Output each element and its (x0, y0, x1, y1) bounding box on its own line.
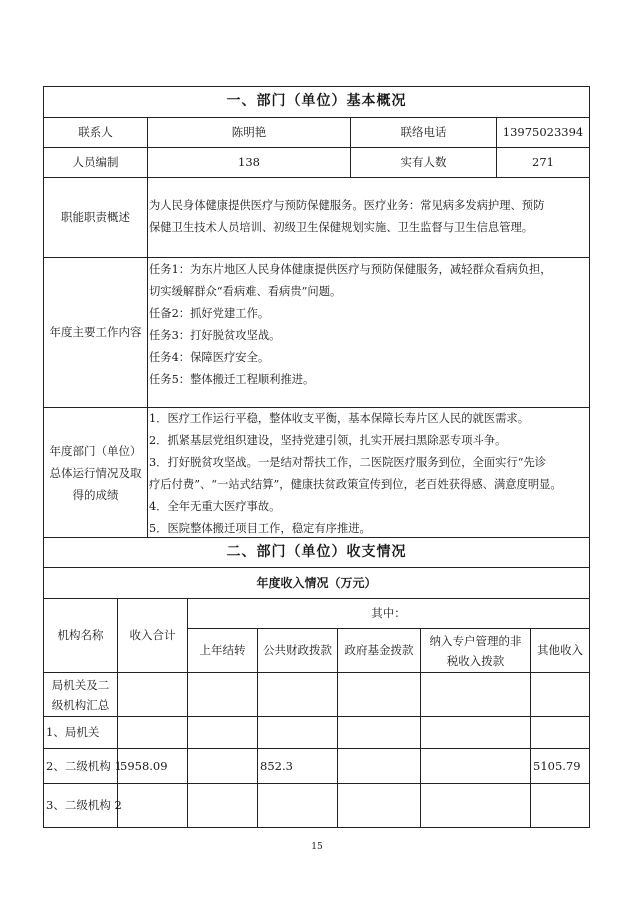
section1-title: 一、部门（单位）基本概况 (226, 93, 407, 110)
table-row-name: 1、局机关 (46, 725, 100, 740)
results-label-line: 年度部门（单位） (49, 443, 142, 458)
task-line: 任务5：整体搬迁工程顺利推进。 (149, 373, 315, 386)
duties-line: 保健卫生技术人员培训、初级卫生保健规划实施、卫生监督与卫生信息管理。 (149, 221, 534, 234)
rule (43, 716, 590, 717)
rule (43, 672, 590, 673)
phone-value: 13975023394 (502, 125, 584, 140)
col-other-header: 其他收入 (537, 643, 583, 658)
col-fund-header: 政府基金拨款 (344, 643, 414, 658)
section2-title: 二、部门（单位）收支情况 (226, 543, 407, 560)
task-line: 任务3：打好脱贫攻坚战。 (149, 329, 281, 342)
duties-label: 职能职责概述 (61, 210, 130, 225)
results-label-line: 总体运行情况及取 (49, 465, 142, 480)
rule (43, 783, 590, 784)
results-text (149, 408, 589, 540)
result-line: 疗后付费”、“一站式结算”，健康扶贫政策宣传到位，老百姓获得感、满意度明显。 (149, 478, 562, 491)
duties-text (149, 195, 589, 239)
result-line: 1．医疗工作运行平稳，整体收支平衡，基本保障长寿片区人民的就医需求。 (149, 412, 529, 425)
task-line: 任备2：抓好党建工作。 (149, 307, 270, 320)
duties-line: 为人民身体健康提供医疗与预防保健服务。医疗业务：常见病多发病护理、预防 (149, 199, 545, 212)
col-total-header: 收入合计 (129, 628, 176, 643)
table-row-name: 3、二级机构 2 (46, 798, 122, 813)
col-special-line: 税收入拨款 (446, 653, 505, 668)
col-of-which-header: 其中： (371, 606, 406, 621)
col-fiscal-header: 公共财政拨款 (263, 643, 332, 658)
actual-label: 实有人数 (400, 155, 447, 170)
actual-value: 271 (532, 155, 554, 170)
result-line: 2．抓紧基层党组织建设，坚持党建引领，扎实开展扫黑除恶专项斗争。 (149, 434, 507, 447)
table-row-name (44, 673, 117, 716)
result-line: 3．打好脱贫攻坚战。一是结对帮扶工作，二医院医疗服务到位，全面实行“先诊 (149, 456, 547, 469)
col-special-header (421, 629, 530, 672)
phone-label: 联络电话 (400, 125, 447, 140)
tasks-label: 年度主要工作内容 (49, 325, 142, 340)
col-org-header: 机构名称 (57, 628, 104, 643)
page-number: 15 (311, 842, 323, 852)
task-line: 任务4：保障医疗安全。 (149, 351, 270, 364)
staff-label: 人员编制 (72, 155, 119, 170)
row-name-line: 局机关及二 (51, 677, 110, 692)
staff-value: 138 (238, 155, 260, 170)
col-prev-header: 上年结转 (199, 643, 246, 658)
table-row-name: 2、二级机构 1 (46, 758, 122, 773)
tasks-text (149, 259, 589, 391)
row-name-line: 级机构汇总 (51, 697, 110, 712)
results-label-line: 得的成绩 (72, 487, 119, 502)
contact-label: 联系人 (78, 125, 113, 140)
row-other-cell: 5105.79 (533, 758, 581, 773)
result-line: 5．医院整体搬迁项目工作，稳定有序推进。 (149, 522, 371, 535)
col-special-line: 纳入专户管理的非 (429, 633, 522, 648)
contact-value: 陈明艳 (231, 125, 267, 140)
rule (147, 117, 148, 537)
income-title: 年度收入情况（万元） (256, 575, 377, 590)
row-total-cell: 5958.09 (120, 758, 168, 773)
task-line: 任务1：为东片地区人民身体健康提供医疗与预防保健服务，减轻群众看病负担， (149, 263, 552, 276)
table-border-bottom (43, 827, 590, 828)
result-line: 4．全年无重大医疗事故。 (149, 500, 281, 513)
row-fiscal-cell: 852.3 (260, 758, 293, 773)
results-label (44, 408, 147, 537)
task-line: 切实缓解群众“看病难、看病贵”问题。 (149, 285, 342, 298)
